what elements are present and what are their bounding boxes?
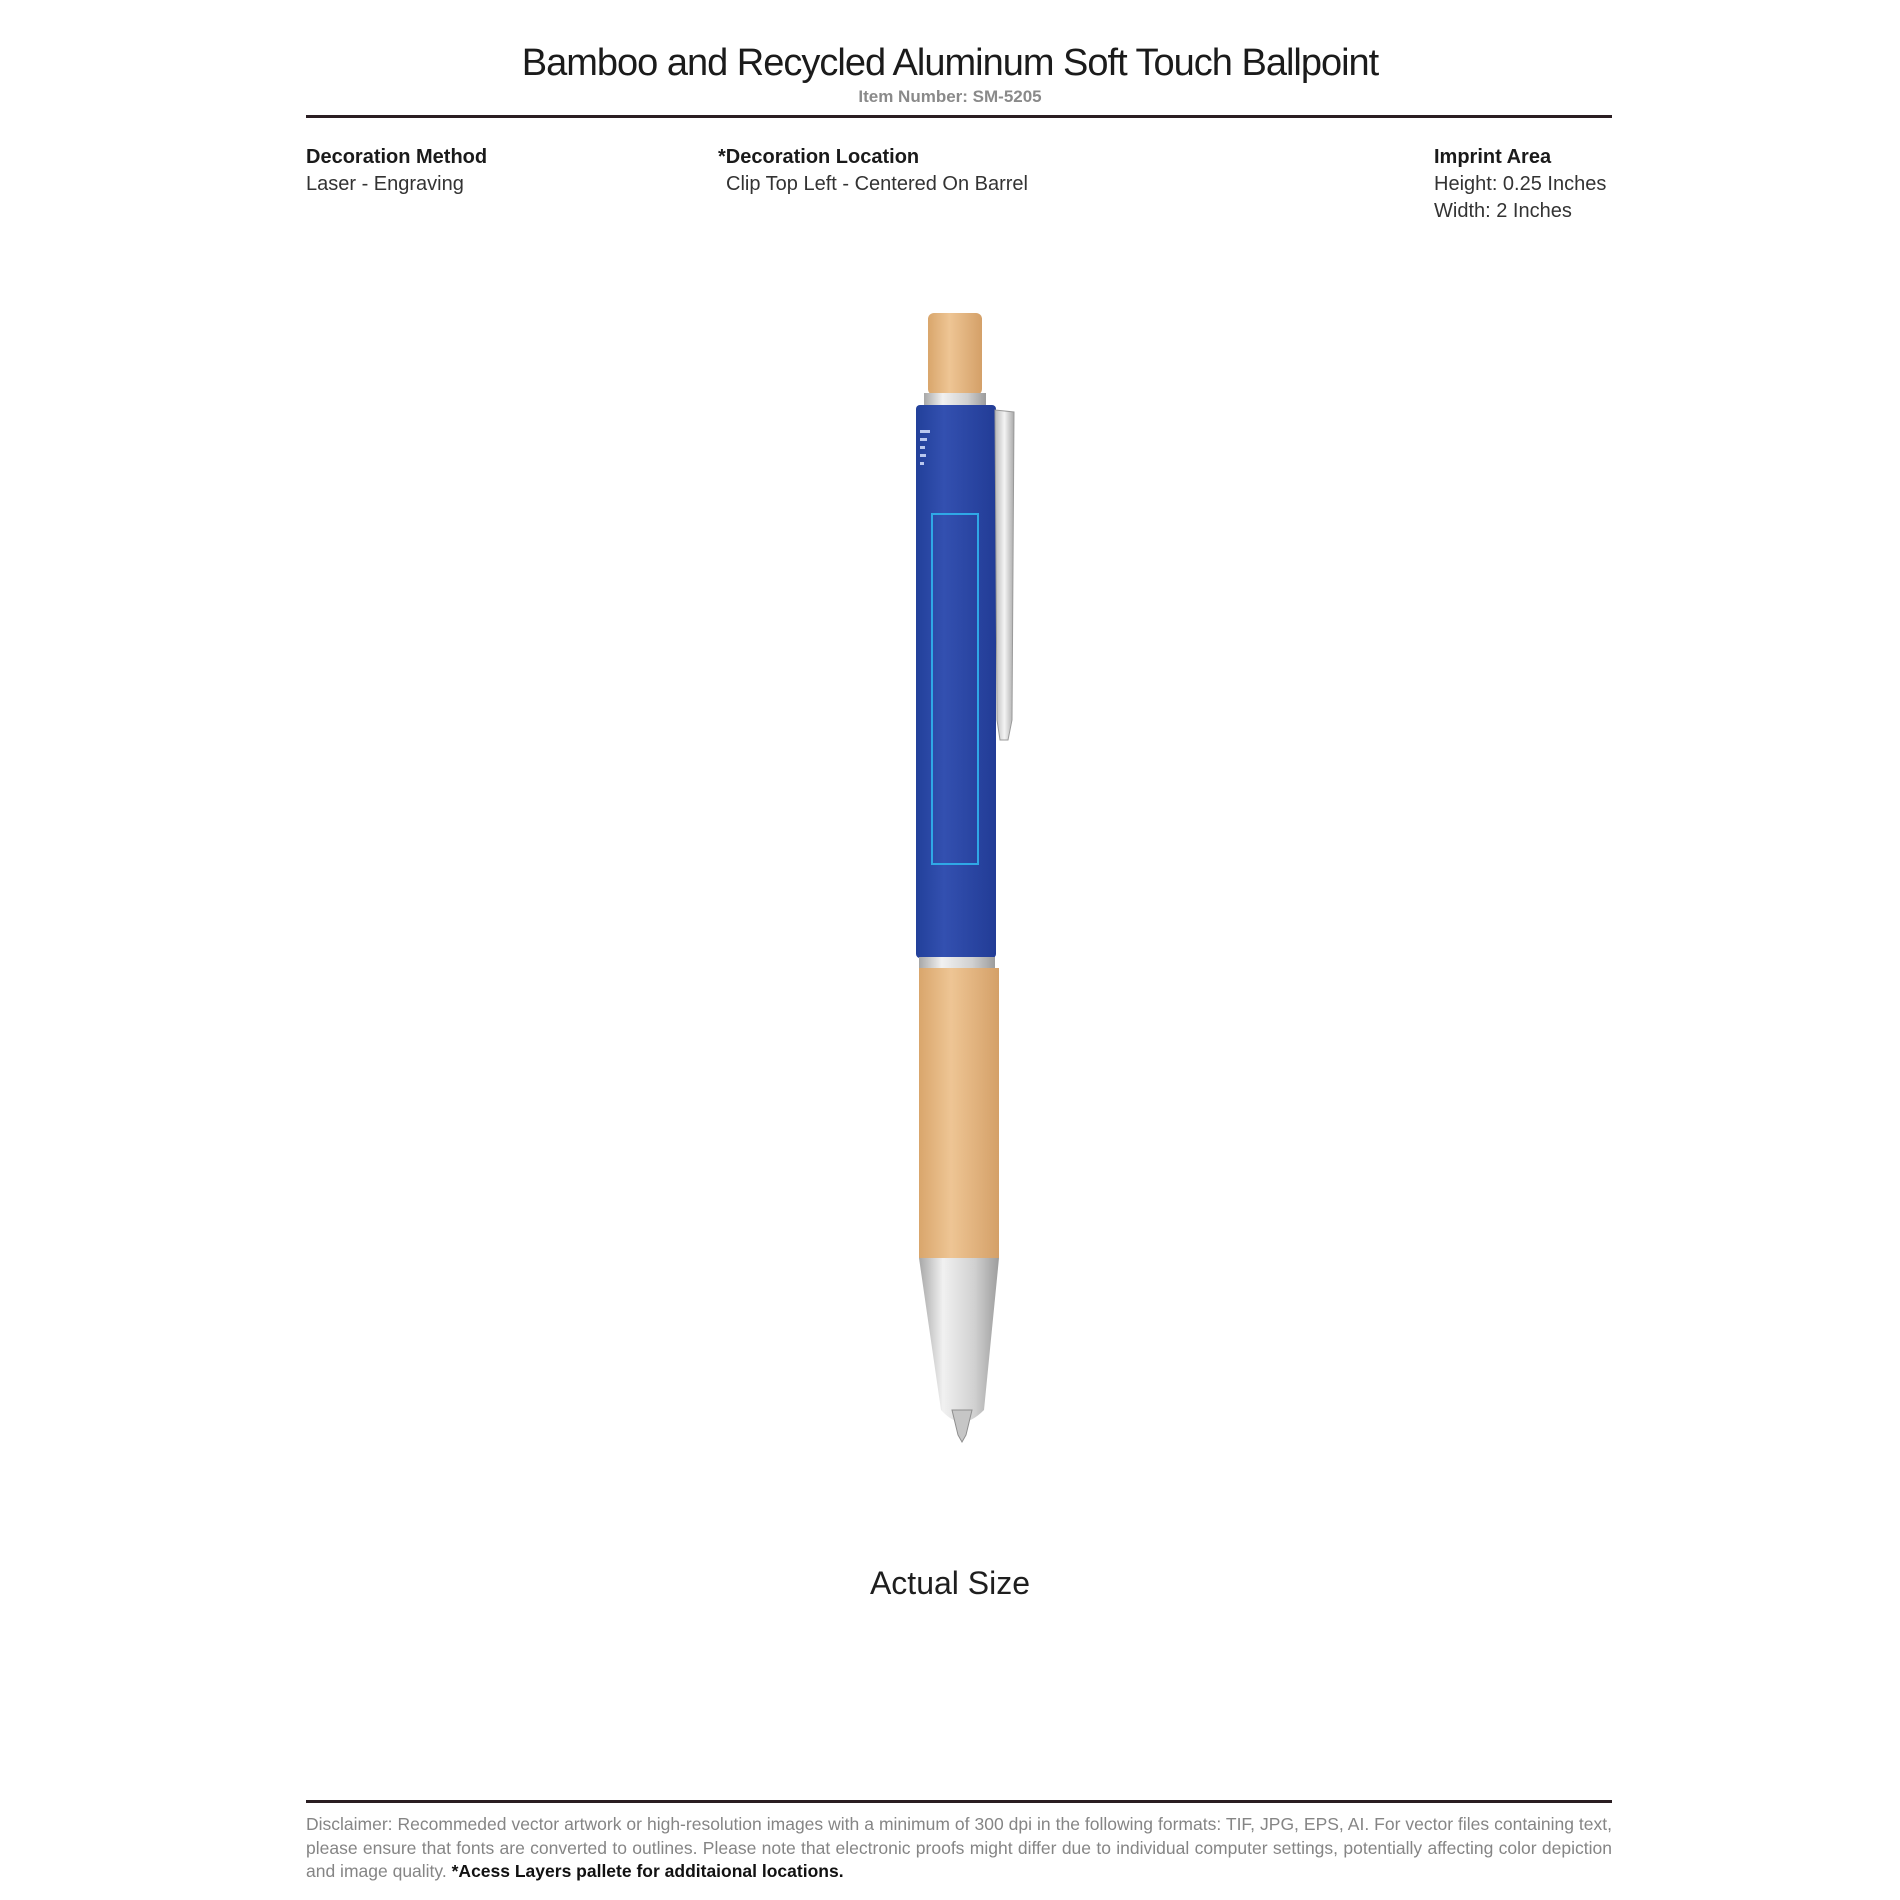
disclaimer	[306, 1813, 1612, 1884]
footer-divider	[306, 1800, 1612, 1803]
bamboo-grip	[919, 968, 999, 1258]
silver-collar	[924, 393, 986, 406]
decoration-method-heading: Decoration Method	[306, 146, 488, 168]
imprint-area-heading: Imprint Area	[1434, 146, 1552, 168]
decoration-location-value: Clip Top Left - Centered On Barrel	[726, 173, 1029, 195]
decoration-location-section	[718, 144, 1028, 198]
product-title: Bamboo and Recycled Aluminum Soft Touch Ballpoint	[521, 42, 1379, 84]
grip-ring	[919, 957, 995, 969]
imprint-area-section	[1434, 144, 1606, 225]
pen-clip	[995, 410, 1014, 740]
pen-point	[952, 1410, 972, 1442]
layers-note: *Acess Layers pallete for additaional locations.	[451, 1861, 844, 1881]
decoration-method-value: Laser - Engraving	[306, 173, 464, 195]
disclaimer-text: Disclaimer: Recommeded vector artwork or high-resolution images with a minimum of 300 dpi in the following formats: TIF, JPG, EPS, AI. For vector files containing text, please ensure that fonts are converted to outlines. Please note that electronic proofs might differ due to individual computer settings, potentially affecting color depiction and image quality.	[306, 1814, 1612, 1881]
bamboo-cap	[928, 313, 982, 395]
actual-size-label: Actual Size	[869, 1565, 1031, 1601]
imprint-width: Width: 2 Inches	[1434, 200, 1572, 222]
blue-barrel	[916, 405, 996, 958]
pen-product-image	[880, 300, 1040, 1450]
header-divider	[306, 115, 1612, 118]
decoration-method-section	[306, 144, 487, 198]
imprint-height: Height: 0.25 Inches	[1434, 173, 1607, 195]
decoration-location-heading: *Decoration Location	[718, 146, 920, 168]
item-number: Item Number: SM-5205	[858, 87, 1042, 106]
silver-tip-cone	[919, 1258, 999, 1422]
